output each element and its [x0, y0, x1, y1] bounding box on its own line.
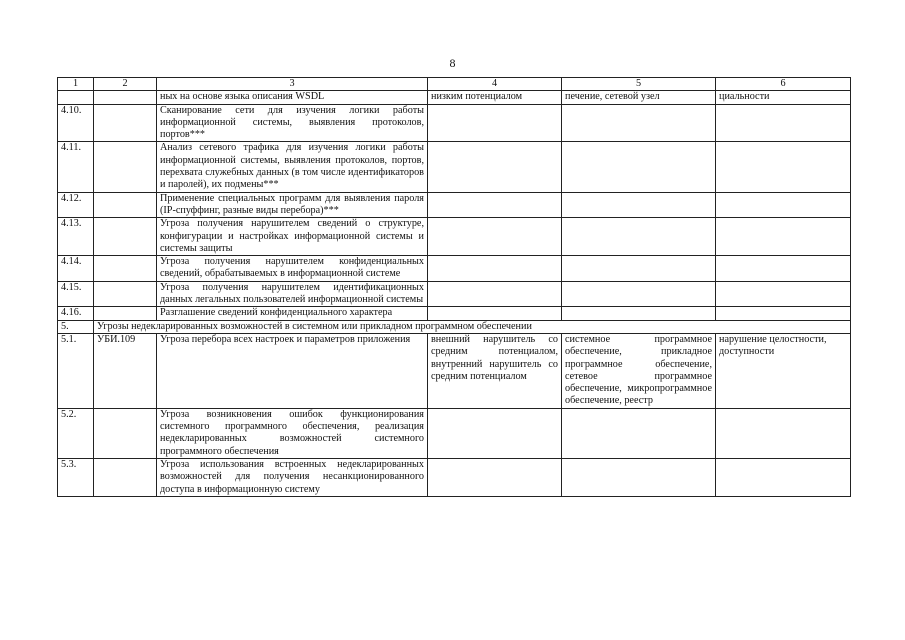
- table-row: [58, 192, 851, 218]
- threat-object: [562, 408, 716, 458]
- table-row: [58, 104, 851, 142]
- header-cell: 2: [94, 78, 157, 91]
- table-row: [58, 281, 851, 307]
- header-cell: 3: [157, 78, 428, 91]
- threat-source: [428, 281, 562, 307]
- threat-consequence: [716, 281, 851, 307]
- threat-description: Угроза получения нарушителем конфиденциальных сведений, обрабатываемых в информационной системе: [157, 256, 428, 282]
- row-number: 4.10.: [58, 104, 94, 142]
- threat-object: печение, сетевой узел: [562, 91, 716, 104]
- threat-source: [428, 408, 562, 458]
- threat-consequence: [716, 142, 851, 192]
- threat-source: [428, 458, 562, 496]
- threat-consequence: [716, 218, 851, 256]
- threat-description: Угроза получения нарушителем сведений о структуре, конфигурации и настройках информационной системы и системы защиты: [157, 218, 428, 256]
- header-cell: 4: [428, 78, 562, 91]
- table-row: [58, 408, 851, 458]
- header-cell: 5: [562, 78, 716, 91]
- threat-source: [428, 218, 562, 256]
- threat-object: [562, 307, 716, 320]
- threat-id: [94, 218, 157, 256]
- row-number: 4.12.: [58, 192, 94, 218]
- table-row: [58, 333, 851, 408]
- threat-description: Угроза получения нарушителем идентификационных данных легальных пользователей информационной системы: [157, 281, 428, 307]
- threat-description: Анализ сетевого трафика для изучения логики работы информационной системы, выявления протоколов, портов, перехвата служебных данных (в том числе идентификаторов и паролей), их подмены***: [157, 142, 428, 192]
- threats-table: [57, 77, 851, 497]
- header-cell: 6: [716, 78, 851, 91]
- table-row: [58, 218, 851, 256]
- threat-source: [428, 104, 562, 142]
- threat-object: [562, 281, 716, 307]
- threat-id: [94, 104, 157, 142]
- threat-source: внешний нарушитель со средним потенциалом, внутренний нарушитель со средним потенциалом: [428, 333, 562, 408]
- threat-id: [94, 142, 157, 192]
- row-number: 5.3.: [58, 458, 94, 496]
- threat-consequence: [716, 256, 851, 282]
- table-row: [58, 458, 851, 496]
- threat-consequence: [716, 104, 851, 142]
- section-title: Угрозы недекларированных возможностей в системном или прикладном программном обеспечении: [94, 320, 851, 333]
- threat-id: [94, 256, 157, 282]
- threat-object: [562, 104, 716, 142]
- threat-object: [562, 218, 716, 256]
- threat-object: [562, 458, 716, 496]
- threat-id: [94, 408, 157, 458]
- row-number: [58, 91, 94, 104]
- row-number: 4.11.: [58, 142, 94, 192]
- threat-object: [562, 256, 716, 282]
- row-number: 4.14.: [58, 256, 94, 282]
- threat-object: [562, 142, 716, 192]
- threat-object: системное программное обеспечение, прикладное программное обеспечение, сетевое программное обеспечение, микропрограммное обеспечение, реестр: [562, 333, 716, 408]
- threat-id: [94, 307, 157, 320]
- row-number: 4.16.: [58, 307, 94, 320]
- table-row: [58, 142, 851, 192]
- threat-id: [94, 91, 157, 104]
- threat-id: [94, 458, 157, 496]
- threat-source: [428, 256, 562, 282]
- section-row: [58, 320, 851, 333]
- row-number: 5.2.: [58, 408, 94, 458]
- threat-source: [428, 142, 562, 192]
- threat-id: [94, 192, 157, 218]
- threat-source: [428, 307, 562, 320]
- threat-consequence: [716, 307, 851, 320]
- threat-description: Угроза перебора всех настроек и параметров приложения: [157, 333, 428, 408]
- header-cell: 1: [58, 78, 94, 91]
- table-row: [58, 256, 851, 282]
- threat-consequence: [716, 408, 851, 458]
- threat-description: ных на основе языка описания WSDL: [157, 91, 428, 104]
- threat-description: Сканирование сети для изучения логики работы информационной системы, выявления протоколов, портов***: [157, 104, 428, 142]
- threat-description: Угроза возникновения ошибок функционирования системного программного обеспечения, реализация недекларированных возможностей системного программного обеспечения: [157, 408, 428, 458]
- threat-id: [94, 281, 157, 307]
- table-row: [58, 307, 851, 320]
- threat-consequence: нарушение целостности, доступности: [716, 333, 851, 408]
- page-number: 8: [449, 56, 456, 70]
- threat-description: Применение специальных программ для выявления пароля (IP-спуффинг, разные виды перебора)***: [157, 192, 428, 218]
- threat-consequence: [716, 458, 851, 496]
- row-number: 4.15.: [58, 281, 94, 307]
- threat-description: Угроза использования встроенных недекларированных возможностей для получения несанкционированного доступа в информационную систему: [157, 458, 428, 496]
- threat-source: [428, 192, 562, 218]
- threat-object: [562, 192, 716, 218]
- threat-id: УБИ.109: [94, 333, 157, 408]
- table-row: [58, 91, 851, 104]
- row-number: 5.1.: [58, 333, 94, 408]
- threat-description: Разглашение сведений конфиденциального характера: [157, 307, 428, 320]
- section-number: 5.: [58, 320, 94, 333]
- threat-consequence: циальности: [716, 91, 851, 104]
- threat-source: низким потенциалом: [428, 91, 562, 104]
- table-header-row: [58, 78, 851, 91]
- threat-consequence: [716, 192, 851, 218]
- row-number: 4.13.: [58, 218, 94, 256]
